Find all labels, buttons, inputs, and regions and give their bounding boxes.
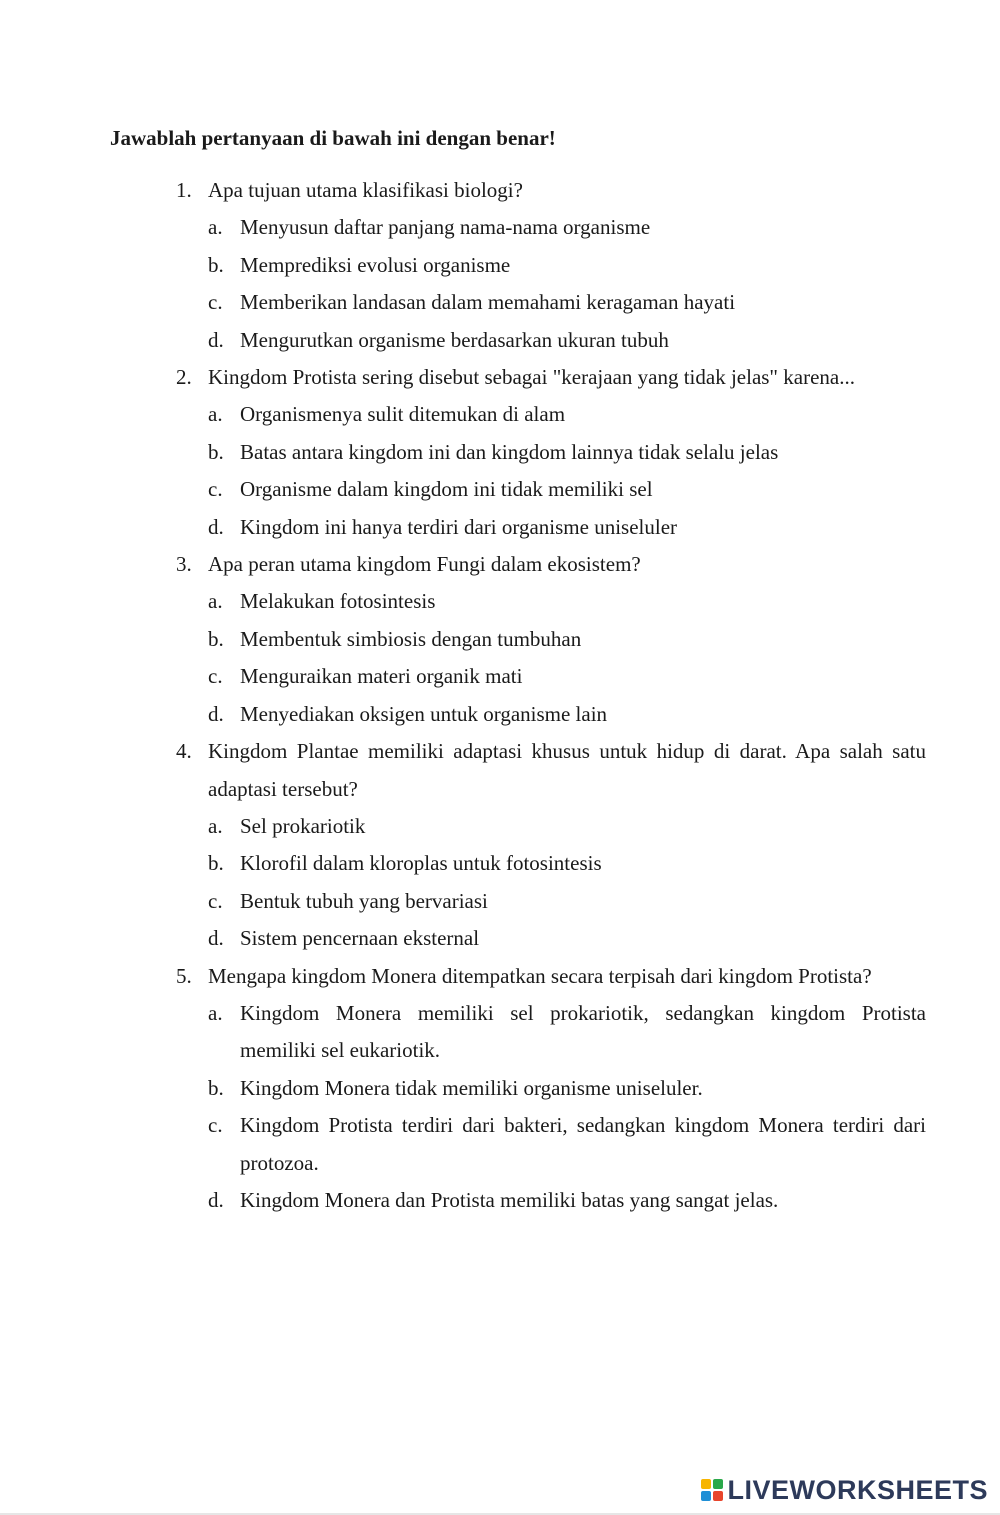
logo-square-blue — [701, 1491, 711, 1501]
question-text: Kingdom Protista sering disebut sebagai "kerajaan yang tidak jelas" karena... — [208, 365, 855, 390]
option-text: Memberikan landasan dalam memahami keragaman hayati — [240, 290, 736, 315]
option-text: Sel prokariotik — [240, 813, 366, 838]
liveworksheets-brand — [701, 1473, 988, 1507]
question-number: 1. — [176, 178, 192, 202]
option-letter: c. — [208, 664, 223, 689]
option-letter: a. — [208, 1000, 223, 1025]
option-letter: b. — [208, 439, 224, 464]
option-text: Memprediksi evolusi organisme — [240, 252, 511, 277]
option-letter: a. — [208, 215, 223, 240]
option-text: Kingdom Monera tidak memiliki organisme uniseluler. — [240, 1075, 703, 1100]
option-text: Klorofil dalam kloroplas untuk fotosintesis — [240, 851, 602, 876]
question-3-option-d — [172, 696, 926, 733]
logo-square-red — [713, 1491, 723, 1501]
liveworksheets-logo-icon — [701, 1479, 723, 1501]
logo-square-yellow — [701, 1479, 711, 1489]
question-5-option-c — [172, 1107, 926, 1182]
option-letter: a. — [208, 813, 223, 838]
option-text: Kingdom Protista terdiri dari bakteri, sedangkan kingdom Monera terdiri dari protozoa. — [240, 1113, 926, 1175]
question-5 — [172, 958, 926, 995]
question-list — [172, 172, 926, 1219]
question-text: Apa tujuan utama klasifikasi biologi? — [208, 178, 523, 202]
option-text: Kingdom Monera dan Protista memiliki batas yang sangat jelas. — [240, 1187, 779, 1212]
question-text: Apa peran utama kingdom Fungi dalam ekosistem? — [208, 552, 641, 577]
question-5-option-a — [172, 995, 926, 1070]
question-3-option-b — [172, 621, 926, 658]
question-1-option-c — [172, 284, 926, 321]
question-2 — [172, 359, 926, 396]
option-text: Bentuk tubuh yang bervariasi — [240, 888, 488, 913]
option-letter: a. — [208, 402, 223, 427]
option-text: Mengurutkan organisme berdasarkan ukuran tubuh — [240, 327, 669, 352]
option-text: Kingdom Monera memiliki sel prokariotik, sedangkan kingdom Protista memiliki sel eukariotik. — [240, 1000, 926, 1063]
question-1-option-b — [172, 247, 926, 284]
option-letter: d. — [208, 327, 224, 352]
question-3-option-a — [172, 583, 926, 620]
question-3 — [172, 546, 926, 583]
question-4-option-d — [172, 920, 926, 957]
option-letter: b. — [208, 252, 224, 277]
question-4-option-c — [172, 883, 926, 920]
option-letter: b. — [208, 851, 224, 876]
option-text: Kingdom ini hanya terdiri dari organisme uniseluler — [240, 514, 678, 539]
brand-name: LIVEWORKSHEETS — [727, 1474, 988, 1505]
question-1-option-a — [172, 209, 926, 246]
question-number: 5. — [176, 963, 192, 988]
question-5-option-b — [172, 1070, 926, 1107]
question-4 — [172, 733, 926, 808]
option-text: Organisme dalam kingdom ini tidak memiliki sel — [240, 477, 653, 502]
question-1-option-d — [172, 322, 926, 359]
question-4-option-a — [172, 808, 926, 845]
option-letter: c. — [208, 1113, 223, 1138]
option-text: Menguraikan materi organik mati — [240, 664, 523, 689]
option-letter: c. — [208, 290, 223, 315]
option-text: Melakukan fotosintesis — [240, 589, 436, 614]
logo-square-green — [713, 1479, 723, 1489]
option-text: Organismenya sulit ditemukan di alam — [240, 402, 566, 427]
question-2-option-c — [172, 471, 926, 508]
question-4-option-b — [172, 845, 926, 882]
option-letter: d. — [208, 701, 224, 726]
option-text: Sistem pencernaan eksternal — [240, 926, 480, 951]
option-letter: b. — [208, 1075, 224, 1100]
option-letter: d. — [208, 1187, 224, 1212]
option-letter: d. — [208, 926, 224, 951]
question-number: 2. — [176, 365, 192, 390]
question-number: 4. — [176, 739, 192, 764]
option-letter: c. — [208, 477, 223, 502]
question-5-option-d — [172, 1182, 926, 1219]
option-letter: a. — [208, 589, 223, 614]
option-letter: c. — [208, 888, 223, 913]
question-text: Mengapa kingdom Monera ditempatkan secara terpisah dari kingdom Protista? — [208, 963, 872, 988]
option-text: Menyusun daftar panjang nama-nama organisme — [240, 215, 651, 240]
instruction-heading: Jawablah pertanyaan di bawah ini dengan benar! — [110, 126, 556, 150]
option-letter: b. — [208, 626, 224, 651]
option-text: Membentuk simbiosis dengan tumbuhan — [240, 626, 582, 651]
option-text: Menyediakan oksigen untuk organisme lain — [240, 701, 608, 726]
option-letter: d. — [208, 514, 224, 539]
question-text: Kingdom Plantae memiliki adaptasi khusus untuk hidup di darat. Apa salah satu adaptasi tersebut? — [208, 739, 926, 801]
question-number: 3. — [176, 552, 192, 577]
question-1 — [172, 172, 926, 209]
question-2-option-d — [172, 509, 926, 546]
option-text: Batas antara kingdom ini dan kingdom lainnya tidak selalu jelas — [240, 439, 779, 464]
question-2-option-b — [172, 434, 926, 471]
question-3-option-c — [172, 658, 926, 695]
question-2-option-a — [172, 396, 926, 433]
